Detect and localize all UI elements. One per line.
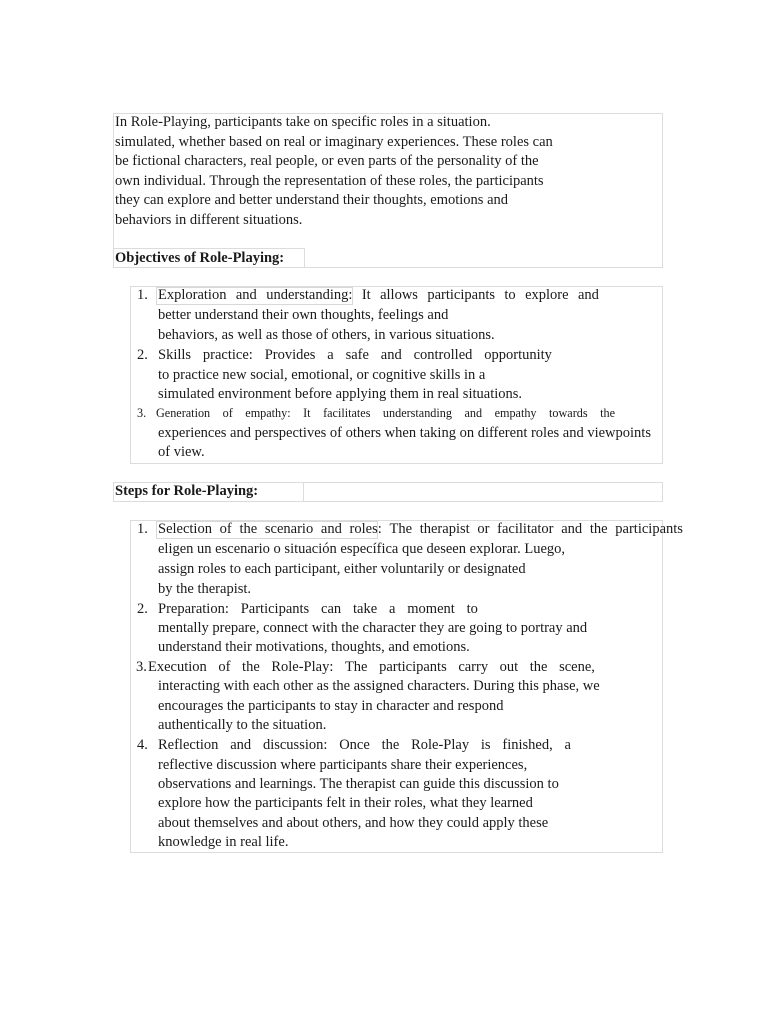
list-number: 2. <box>137 347 148 363</box>
intro-line: own individual. Through the representation of these roles, the participants <box>115 172 544 189</box>
step-line: authentically to the situation. <box>158 717 327 733</box>
step-line: reflective discussion where participants share their experiences, <box>158 757 528 773</box>
step-line: encourages the participants to stay in character and respond <box>158 698 504 714</box>
intro-line: behaviors in different situations. <box>115 211 303 228</box>
objective-line: better understand their own thoughts, feelings and <box>158 307 449 323</box>
intro-line: In Role-Playing, participants take on specific roles in a situation. <box>115 114 491 130</box>
list-number: 3. <box>137 406 147 420</box>
list-number: 1. <box>137 521 148 537</box>
intro-line: simulated, whether based on real or imaginary experiences. These roles can <box>115 133 553 150</box>
objectives-heading: Objectives of Role-Playing: <box>115 250 285 266</box>
objective-line: experiences and perspectives of others when taking on different roles and viewpoints <box>158 425 651 441</box>
list-number: 1. <box>137 287 148 303</box>
list-number: 4. <box>137 737 148 753</box>
step-line: by the therapist. <box>158 581 252 597</box>
objective-line: of view. <box>158 444 205 460</box>
objective-first-line: Generation of empathy: It facilitates understanding and empathy towards the <box>156 406 615 420</box>
step-line: eligen un escenario o situación específica que deseen explorar. Luego, <box>158 541 566 557</box>
objective-line: to practice new social, emotional, or cognitive skills in a <box>158 367 486 383</box>
steps-heading-divider <box>303 482 304 502</box>
step-first-line: Execution of the Role-Play: The participants carry out the scene, <box>148 659 595 675</box>
step-line: about themselves and about others, and how they could apply these <box>158 815 549 831</box>
intro-line: they can explore and better understand their thoughts, emotions and <box>115 192 509 208</box>
step-line: interacting with each other as the assigned characters. During this phase, we <box>158 678 600 694</box>
list-number: 2. <box>137 601 148 617</box>
intro-line: be fictional characters, real people, or even parts of the personality of the <box>115 153 539 169</box>
step-line: observations and learnings. The therapist can guide this discussion to <box>158 776 559 792</box>
step-line: understand their motivations, thoughts, and emotions. <box>158 639 470 655</box>
step-line: explore how the participants felt in their roles, what they learned <box>158 795 533 811</box>
steps-heading: Steps for Role-Playing: <box>115 483 259 499</box>
objective-first-line: Skills practice: Provides a safe and controlled opportunity <box>158 347 552 363</box>
objective-line: simulated environment before applying them in real situations. <box>158 386 523 402</box>
step-line: assign roles to each participant, either voluntarily or designated <box>158 561 526 577</box>
objective-line: behaviors, as well as those of others, in various situations. <box>158 327 495 343</box>
step-first-line: Reflection and discussion: Once the Role-Play is finished, a <box>158 737 571 753</box>
objective-first-line: Exploration and understanding: It allows participants to explore and <box>158 287 599 303</box>
step-line: mentally prepare, connect with the character they are going to portray and <box>158 620 588 636</box>
list-number: 3. <box>136 659 147 675</box>
step-line: knowledge in real life. <box>158 834 289 850</box>
step-first-line: Preparation: Participants can take a moment to <box>158 601 478 617</box>
step-first-line: Selection of the scenario and roles: The therapist or facilitator and the participants <box>158 521 683 537</box>
